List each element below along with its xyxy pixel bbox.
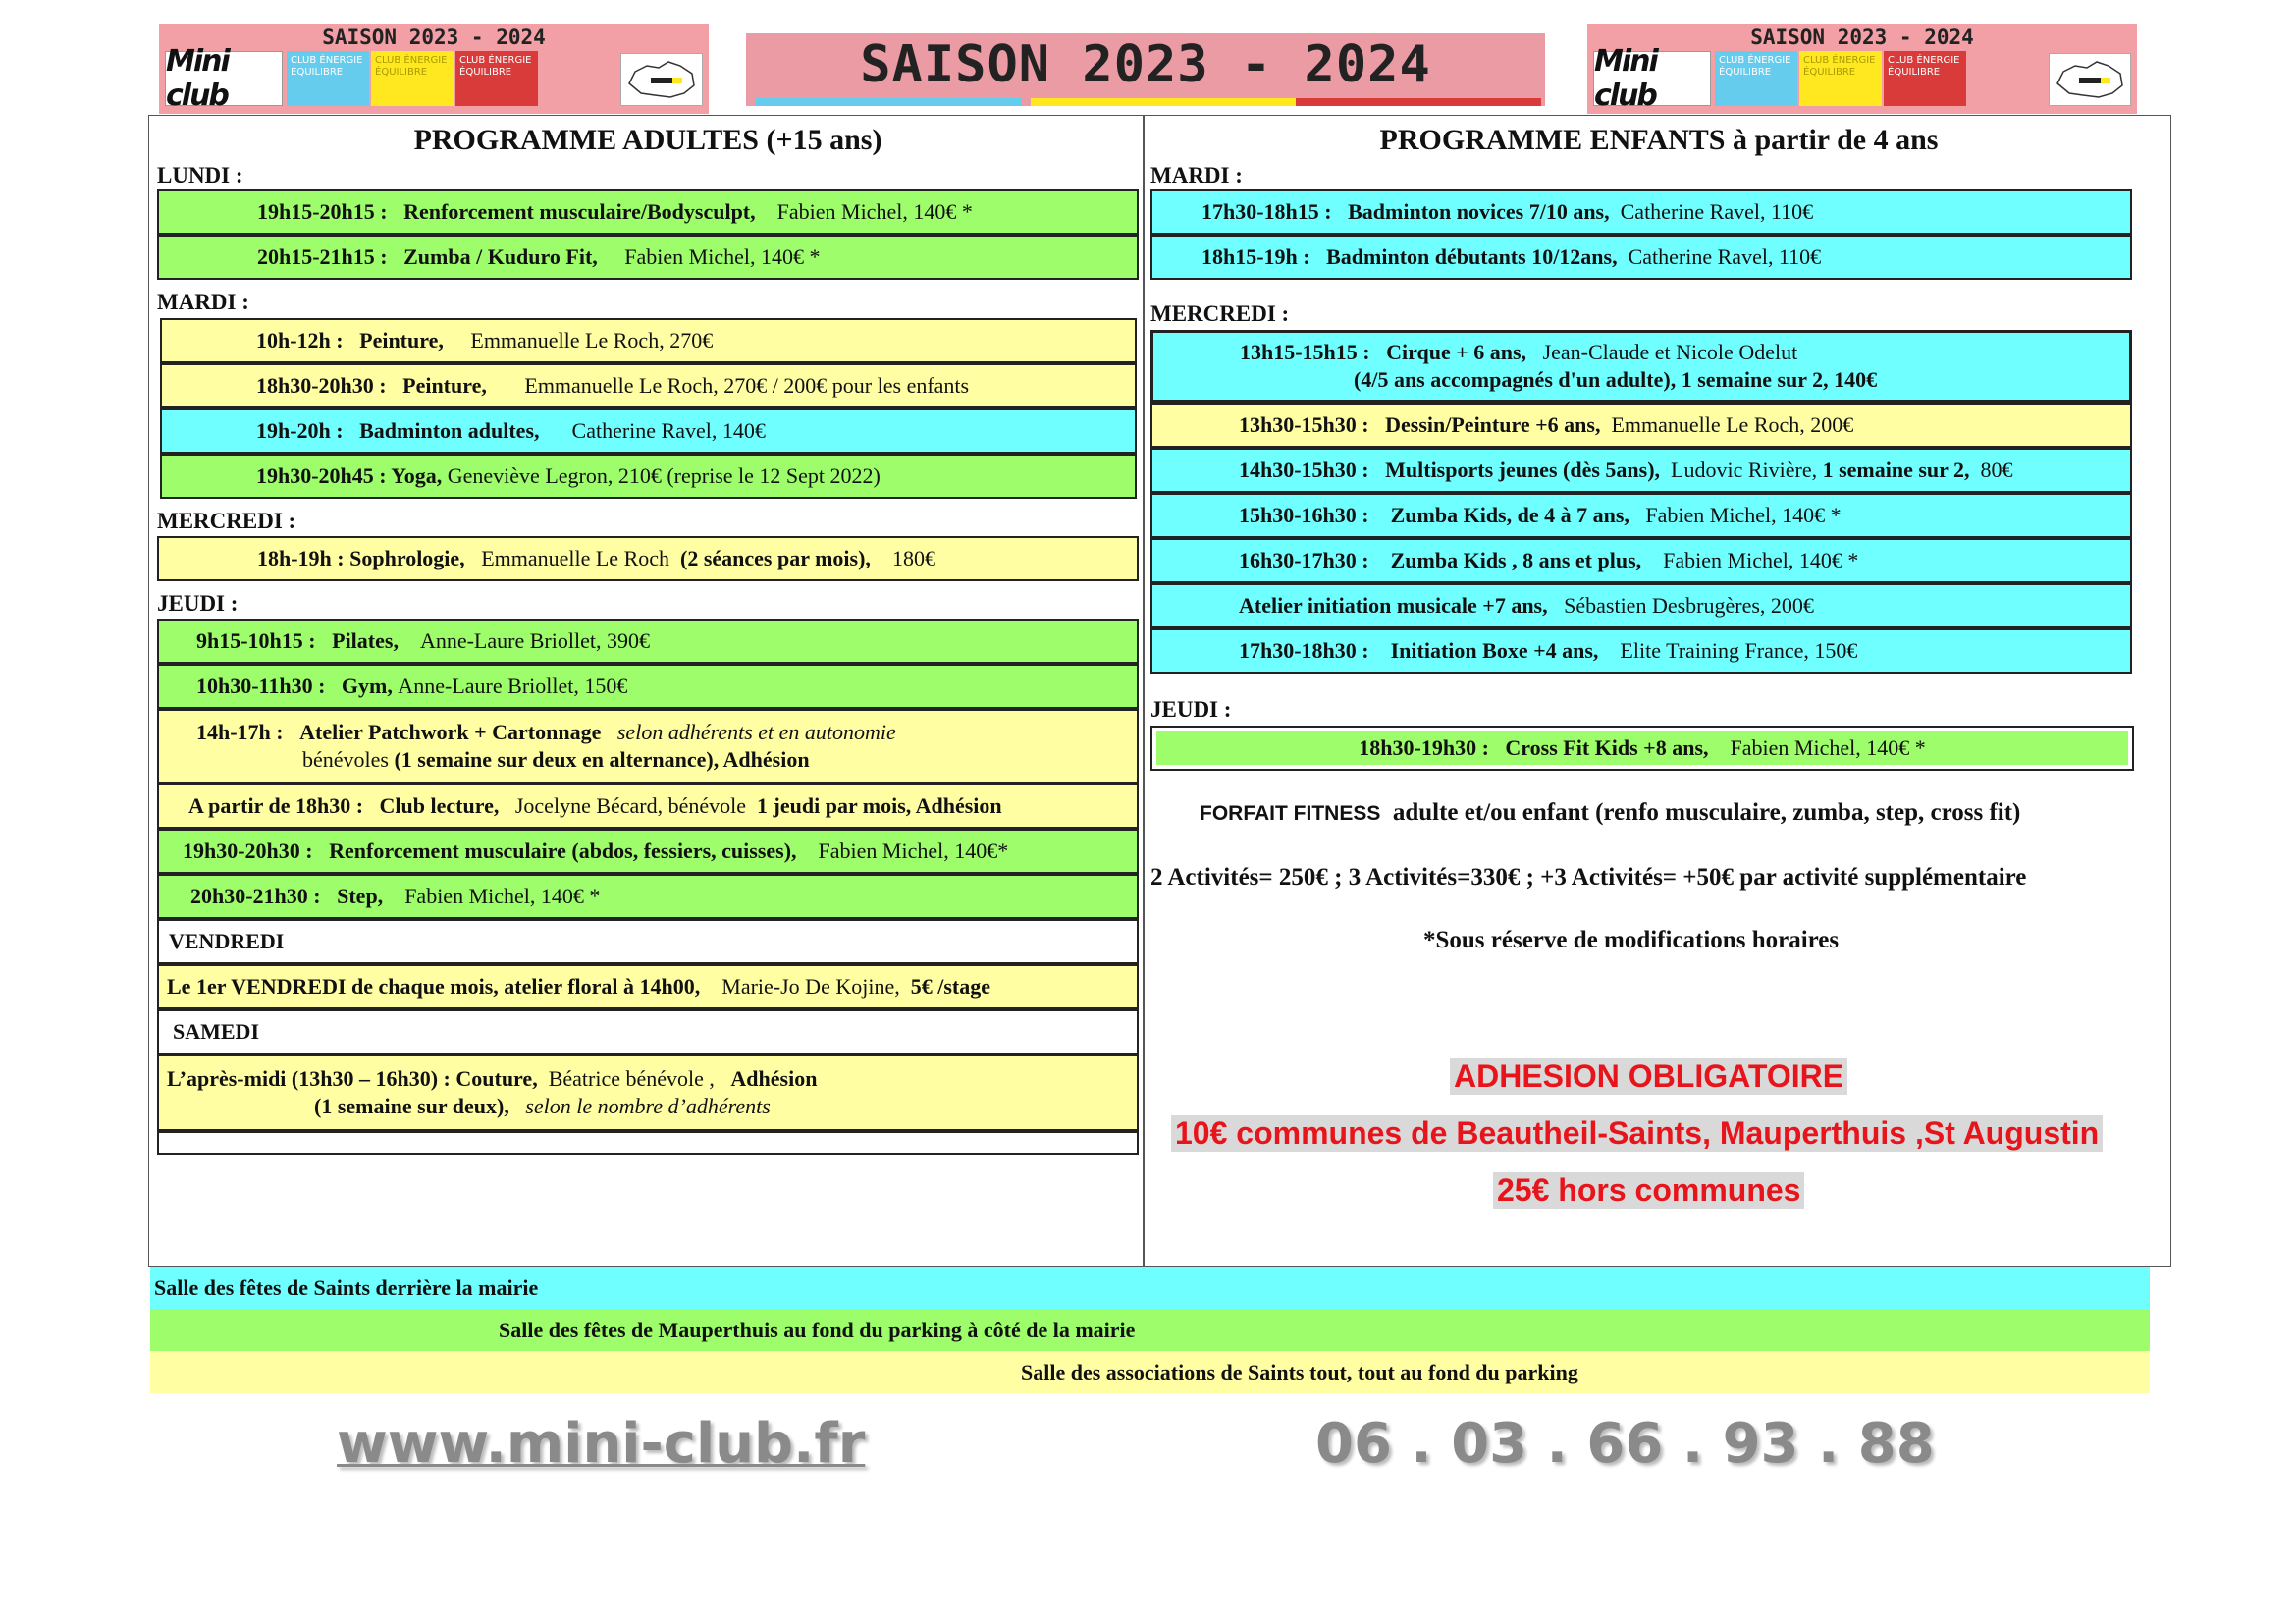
class-activity: Couture, xyxy=(455,1066,538,1091)
mini-club-logo: Mini club xyxy=(1593,51,1711,106)
adults-day-lundi: LUNDI : xyxy=(157,163,243,188)
class-time: 19h30-20h30 : xyxy=(183,839,313,863)
adult-class-row xyxy=(160,318,1137,363)
forfait-fitness-line xyxy=(1200,799,2020,827)
class-price: 80€ xyxy=(1980,458,2013,482)
logo-flag-cyan: CLUB ÉNERGIE ÉQUILIBRE xyxy=(1715,51,1797,106)
child-class-row xyxy=(1150,493,2132,538)
class-activity: Pilates, xyxy=(332,628,399,653)
schedule-disclaimer: *Sous réserve de modifications horaires xyxy=(1423,927,1840,953)
logo-flag-cyan: CLUB ÉNERGIE ÉQUILIBRE xyxy=(287,51,369,106)
class-time: 16h30-17h30 : xyxy=(1239,548,1369,572)
class-time: 17h30-18h30 : xyxy=(1239,638,1369,663)
class-activity: Atelier Patchwork + Cartonnage xyxy=(299,720,602,744)
phone-number[interactable]: 06 . 03 . 66 . 93 . 88 xyxy=(1315,1412,1935,1476)
class-note: selon adhérents et en autonomie xyxy=(616,720,896,744)
class-details: Fabien Michel, 140€ * xyxy=(624,244,821,269)
logo-flag-yellow: CLUB ÉNERGIE ÉQUILIBRE xyxy=(371,51,454,106)
child-class-row xyxy=(1150,583,2132,628)
season-title-banner xyxy=(746,33,1545,106)
region-map-icon xyxy=(620,53,703,106)
adult-class-row xyxy=(157,829,1139,874)
adult-class-row xyxy=(160,408,1137,454)
logo-flag-red: CLUB ÉNERGIE ÉQUILIBRE xyxy=(1884,51,1966,106)
class-details: Fabien Michel, 140€* xyxy=(818,839,1009,863)
class-activity: Renforcement musculaire (abdos, fessiers, cuisses), xyxy=(329,839,797,863)
class-frequency: (1 semaine sur deux en alternance), Adhésion xyxy=(394,747,810,772)
class-activity: Zumba Kids , 8 ans et plus, xyxy=(1390,548,1642,572)
class-details: Catherine Ravel, 140€ xyxy=(571,418,766,443)
adult-class-row xyxy=(157,964,1139,1009)
class-details: Fabien Michel, 140€ * xyxy=(1730,735,1926,760)
class-frequency: (2 séances par mois), xyxy=(680,546,871,570)
class-details: Ludovic Rivière, xyxy=(1671,458,1818,482)
class-time: 13h30-15h30 : xyxy=(1239,412,1369,437)
class-activity: Club lecture, xyxy=(379,793,500,818)
class-frequency: (1 semaine sur deux), xyxy=(314,1094,509,1118)
class-time: L’après-midi (13h30 – 16h30) : xyxy=(167,1066,451,1091)
class-details: Sébastien Desbrugères, 200€ xyxy=(1564,593,1814,618)
class-time: 14h-17h : xyxy=(196,720,284,744)
children-program-title: PROGRAMME ENFANTS à partir de 4 ans xyxy=(1379,124,1939,156)
adults-day-mercredi: MERCREDI : xyxy=(157,509,296,533)
class-details: Jocelyne Bécard, bénévole xyxy=(514,793,747,818)
adults-day-samedi-row xyxy=(157,1009,1139,1055)
class-details: Fabien Michel, 140€ * xyxy=(1663,548,1859,572)
class-time: 19h-20h : xyxy=(256,418,344,443)
class-activity: Dessin/Peinture +6 ans, xyxy=(1385,412,1601,437)
child-class-row xyxy=(1150,628,2132,674)
adult-class-row xyxy=(157,619,1139,664)
adhesion-local-fee: 10€ communes de Beautheil-Saints, Mauperthuis ,St Augustin xyxy=(1171,1115,2103,1152)
class-details: Emmanuelle Le Roch, 270€ xyxy=(470,328,714,352)
class-time: 14h30-15h30 : xyxy=(1239,458,1369,482)
class-details: Catherine Ravel, 110€ xyxy=(1620,199,1814,224)
adults-day-vendredi: VENDREDI xyxy=(169,929,285,953)
adhesion-external-fee: 25€ hors communes xyxy=(1493,1172,1804,1209)
class-details: Emmanuelle Le Roch, 200€ xyxy=(1611,412,1854,437)
class-details: Jean-Claude et Nicole Odelut xyxy=(1542,340,1798,364)
mini-club-logo: Mini club xyxy=(165,51,283,106)
class-details: Catherine Ravel, 110€ xyxy=(1628,244,1822,269)
logo-season-label: SAISON 2023 - 2024 xyxy=(1750,26,1974,49)
class-time: 17h30-18h15 : xyxy=(1201,199,1332,224)
venue-saints-fetes xyxy=(150,1267,2150,1309)
adult-class-row xyxy=(157,874,1139,919)
season-title: SAISON 2023 - 2024 xyxy=(860,35,1431,94)
child-class-row xyxy=(1150,235,2132,280)
adult-class-row xyxy=(157,235,1139,280)
child-class-row xyxy=(1150,330,2132,403)
adult-class-row xyxy=(157,189,1139,235)
venue-label: Salle des fêtes de Mauperthuis au fond du parking à côté de la mairie xyxy=(499,1317,1136,1342)
adult-class-row xyxy=(160,363,1137,408)
adults-empty-row xyxy=(157,1131,1139,1155)
class-activity: Peinture, xyxy=(402,373,487,398)
children-day-jeudi: JEUDI : xyxy=(1150,697,1232,722)
class-price: 5€ /stage xyxy=(910,974,990,999)
venue-label: Salle des fêtes de Saints derrière la mairie xyxy=(154,1274,539,1300)
logo-flag-yellow: CLUB ÉNERGIE ÉQUILIBRE xyxy=(1799,51,1882,106)
child-class-row xyxy=(1150,726,2134,771)
class-details: Béatrice bénévole , xyxy=(548,1066,715,1091)
adults-day-vendredi-row xyxy=(157,919,1139,964)
forfait-fitness-text: adulte et/ou enfant (renfo musculaire, zumba, step, cross fit) xyxy=(1392,799,2021,826)
banner-stripe-yellow xyxy=(1031,98,1297,106)
website-link[interactable]: www.mini-club.fr xyxy=(337,1412,866,1476)
class-time: 20h30-21h30 : xyxy=(190,884,321,908)
banner-stripe-cyan xyxy=(756,98,1022,106)
class-details: Emmanuelle Le Roch xyxy=(481,546,670,570)
class-time: 18h30-20h30 : xyxy=(256,373,387,398)
class-activity: Cross Fit Kids +8 ans, xyxy=(1505,735,1709,760)
class-time: 19h30-20h45 : Yoga, xyxy=(256,463,443,488)
adult-class-row xyxy=(157,784,1139,829)
forfait-prices: 2 Activités= 250€ ; 3 Activités=330€ ; +3 Activités= +50€ par activité supplémentaire xyxy=(1150,864,2027,891)
class-activity: Multisports jeunes (dès 5ans), xyxy=(1385,458,1661,482)
children-day-mardi: MARDI : xyxy=(1150,163,1243,188)
class-price: 180€ xyxy=(891,546,935,570)
adhesion-title: ADHESION OBLIGATOIRE xyxy=(1450,1058,1847,1095)
banner-stripe-red xyxy=(1296,98,1541,106)
logo-season-label: SAISON 2023 - 2024 xyxy=(322,26,546,49)
class-details: bénévoles xyxy=(302,747,389,772)
class-activity: Badminton adultes, xyxy=(359,418,540,443)
logo-flag-red: CLUB ÉNERGIE ÉQUILIBRE xyxy=(455,51,538,106)
forfait-fitness-label: FORFAIT FITNESS xyxy=(1200,802,1381,825)
class-details: Emmanuelle Le Roch, 270€ / 200€ pour les enfants xyxy=(524,373,970,398)
adults-day-samedi: SAMEDI xyxy=(173,1019,260,1044)
class-activity: Gym, xyxy=(341,674,393,698)
class-time: 18h-19h : Sophrologie, xyxy=(257,546,465,570)
child-class-row xyxy=(1150,538,2132,583)
adult-class-row xyxy=(157,664,1139,709)
class-activity: Zumba Kids, de 4 à 7 ans, xyxy=(1390,503,1629,527)
class-activity: Badminton débutants 10/12ans, xyxy=(1326,244,1618,269)
class-activity: Atelier initiation musicale +7 ans, xyxy=(1239,593,1548,618)
class-time: 10h30-11h30 : xyxy=(196,674,326,698)
class-activity: Zumba / Kuduro Fit, xyxy=(403,244,598,269)
class-activity: Step, xyxy=(337,884,384,908)
adult-class-row xyxy=(160,454,1137,499)
column-divider xyxy=(1143,116,1145,1266)
class-time: 20h15-21h15 : xyxy=(257,244,388,269)
class-frequency: 1 semaine sur 2, xyxy=(1822,458,1970,482)
adult-class-row xyxy=(157,536,1139,581)
class-activity: Le 1er VENDREDI de chaque mois, atelier floral à 14h00, xyxy=(167,974,701,999)
adults-program-title: PROGRAMME ADULTES (+15 ans) xyxy=(413,124,882,156)
class-details: Elite Training France, 150€ xyxy=(1620,638,1858,663)
class-frequency: (4/5 ans accompagnés d'un adulte), 1 semaine sur 2, 140€ xyxy=(1354,367,1878,392)
children-day-mercredi: MERCREDI : xyxy=(1150,301,1290,326)
class-note: selon le nombre d’adhérents xyxy=(525,1094,771,1118)
adults-day-mardi: MARDI : xyxy=(157,290,249,314)
class-time: 9h15-10h15 : xyxy=(196,628,316,653)
child-class-row xyxy=(1150,189,2132,235)
child-class-row xyxy=(1150,448,2132,493)
class-details: Fabien Michel, 140€ * xyxy=(404,884,601,908)
class-time: 10h-12h : xyxy=(256,328,344,352)
venue-label: Salle des associations de Saints tout, tout au fond du parking xyxy=(1021,1359,1578,1384)
class-frequency: 1 jeudi par mois, Adhésion xyxy=(757,793,1002,818)
class-membership: Adhésion xyxy=(730,1066,818,1091)
class-time: 15h30-16h30 : xyxy=(1239,503,1369,527)
class-details: Fabien Michel, 140€ * xyxy=(1645,503,1842,527)
child-class-row xyxy=(1150,403,2132,448)
class-activity: Renforcement musculaire/Bodysculpt, xyxy=(403,199,756,224)
adult-class-row xyxy=(157,709,1139,784)
class-time: 18h30-19h30 : xyxy=(1359,735,1489,760)
adult-class-row xyxy=(157,1055,1139,1131)
class-details: Anne-Laure Briollet, 390€ xyxy=(419,628,650,653)
class-time: 13h15-15h15 : xyxy=(1240,340,1370,364)
class-activity: Badminton novices 7/10 ans, xyxy=(1348,199,1610,224)
class-activity: Peinture, xyxy=(359,328,444,352)
adults-day-jeudi: JEUDI : xyxy=(157,591,239,616)
logo-banner-right xyxy=(1587,24,2137,114)
class-activity: Cirque + 6 ans, xyxy=(1386,340,1527,364)
class-time: A partir de 18h30 : xyxy=(188,793,364,818)
class-details: Geneviève Legron, 210€ (reprise le 12 Sept 2022) xyxy=(447,463,881,488)
class-details: Marie-Jo De Kojine, xyxy=(721,974,900,999)
venue-mauperthuis xyxy=(150,1309,2150,1351)
class-time: 19h15-20h15 : xyxy=(257,199,388,224)
class-time: 18h15-19h : xyxy=(1201,244,1310,269)
logo-banner-left xyxy=(159,24,709,114)
venue-saints-associations xyxy=(150,1351,2150,1393)
class-details: Fabien Michel, 140€ * xyxy=(776,199,973,224)
class-details: Anne-Laure Briollet, 150€ xyxy=(398,674,628,698)
region-map-icon xyxy=(2049,53,2131,106)
class-activity: Initiation Boxe +4 ans, xyxy=(1390,638,1599,663)
